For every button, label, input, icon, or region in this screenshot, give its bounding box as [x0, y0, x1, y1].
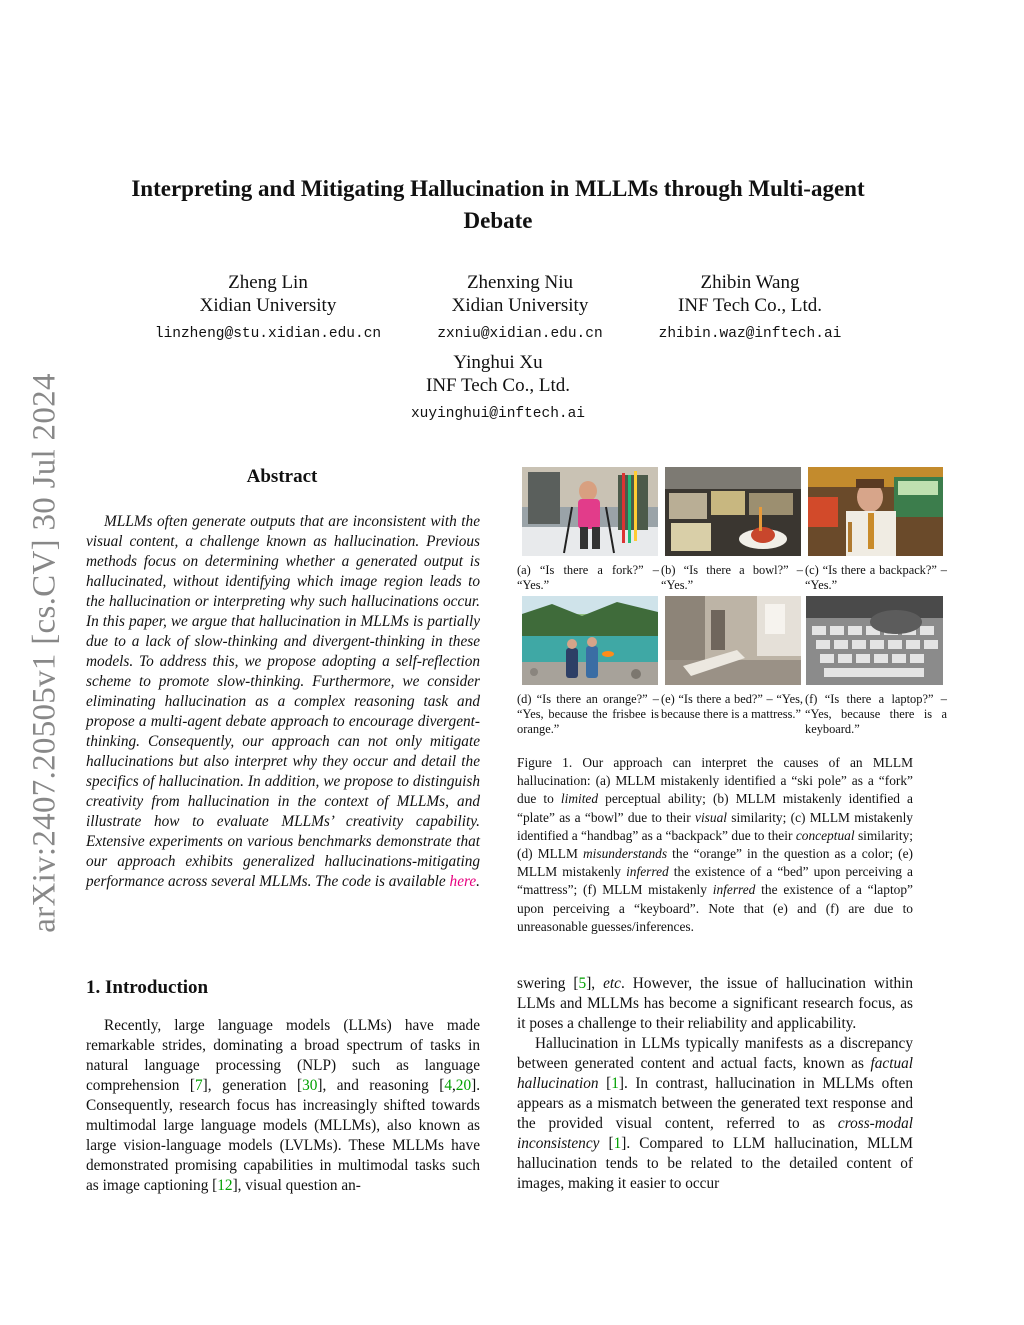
figure-subcaption-a: (a) “Is there a fork?” – “Yes.”: [517, 563, 659, 592]
text-run: ]. In contrast, hallucination in MLLMs often appears as a mismatch between the generated text response and the provided visual content, referred to as: [517, 1075, 913, 1132]
figure-subcaption-f: (f) “Is there a laptop?” – “Yes, because there is a keyboard.”: [805, 692, 947, 736]
text-run: Hallucination in LLMs typically manifests as a discrepancy between generated content and actual facts, known as: [517, 1035, 913, 1072]
author-name: Zhenxing Niu: [466, 272, 574, 293]
author-block: [610, 271, 890, 343]
figure-subcaption-c: (c) “Is there a backpack?” – “Yes.”: [805, 563, 947, 592]
section-heading-introduction: 1. Introduction: [86, 977, 209, 998]
intro-paragraph-1: [86, 1016, 480, 1196]
citation-link[interactable]: 12: [217, 1177, 233, 1194]
text-run: inferred: [712, 882, 756, 898]
citation-link[interactable]: 1: [611, 1075, 619, 1092]
text-run: Recently, large language models (LLMs) have made remarkable strides, dominating a broad spectrum of tasks in natural language processing (NLP) such as language comprehension [: [86, 1017, 480, 1094]
figure-subcaption-d: (d) “Is there an orange?” – “Yes, because the frisbee is orange.”: [517, 692, 659, 736]
code-link[interactable]: here: [449, 873, 477, 890]
abstract-end: .: [476, 873, 480, 890]
figure-image-mattress: [665, 596, 801, 685]
author-name: Yinghui Xu: [453, 352, 543, 373]
figure-image-man-handbag: [808, 467, 943, 556]
text-run: ]. Compared to LLM hallucination, MLLM hallucination tends to be related to the detailed content of images, making it easier to occur: [517, 1135, 913, 1192]
text-run: ], generation [: [202, 1077, 303, 1094]
citation-link[interactable]: 1: [613, 1135, 622, 1152]
text-run: conceptual: [795, 827, 855, 843]
figure-image-kitchen: [665, 467, 801, 556]
text-run: the existence of a “laptop” upon perceiving a “keyboard”. Note that (e) and (f) are due to unreasonable guesses/inferences.: [517, 882, 913, 934]
citation-link[interactable]: 7: [195, 1077, 203, 1094]
author-block: [128, 271, 408, 343]
author-affiliation: INF Tech Co., Ltd.: [678, 295, 822, 316]
text-run: [: [599, 1135, 614, 1152]
paper-title: Interpreting and Mitigating Hallucination in MLLMs through Multi-agent Debate: [131, 176, 865, 233]
text-run: inferred: [626, 864, 669, 880]
figure-subcaption-e: (e) “Is there a bed?” – “Yes, because there is a mattress.”: [661, 692, 803, 721]
figure-subcaption-b: (b) “Is there a bowl?” – “Yes.”: [661, 563, 803, 592]
abstract-text: MLLMs often generate outputs that are inconsistent with the visual content, a challenge known as hallucination. Previous methods focus on determining whether a generated output is hallucinated, without identifying which image region leads to the hallucination or interpreting why such hallucinations occur. In this paper, we argue that hallucination in MLLMs is partially due to a lack of slow-thinking and divergent-thinking in these models. To address this, we propose adopting a self-reflection scheme to promote slow-thinking. Furthermore, we consider eliminating hallucination as a complex reasoning task and propose a multi-agent debate approach to encourage divergent-thinking. Consequently, our approach can not only mitigate hallucinations but also interpret why they occur and detail the specifics of hallucination. In addition, we propose to distinguish creativity from hallucination in the context of MLLMs, and illustrate how to evaluate MLLMs’ creativity capability. Extensive experiments on various benchmarks demonstrate that our approach exhibits generalized hallucinations-mitigating performance across several MLLMs. The code is available: [86, 513, 480, 890]
intro-paragraph-3: [517, 1034, 913, 1194]
text-run: the existence of a “bed” upon perceiving a “mattress”; (f) MLLM mistakenly: [517, 864, 913, 898]
text-run: perceptual ability; (b) MLLM mistakenly identified a “plate” as a “bowl” due to their: [517, 791, 913, 825]
citation-link[interactable]: 4: [444, 1077, 452, 1094]
citation-link[interactable]: 5: [578, 975, 587, 992]
figure-image-keyboard: [806, 596, 943, 685]
author-affiliation: INF Tech Co., Ltd.: [426, 375, 570, 396]
intro-paragraph-2: [517, 974, 913, 1034]
text-run: the “orange” in the question as a color; (e) MLLM mistakenly: [517, 846, 914, 880]
arxiv-identifier: [22, 366, 68, 940]
author-email[interactable]: zhibin.waz@inftech.ai: [658, 326, 842, 342]
text-run: Figure 1. Our approach can interpret the causes of an MLLM hallucination: (a) MLLM mistakenly identified a “ski pole” as a “fork” due to: [517, 755, 913, 807]
author-name: Zheng Lin: [228, 272, 308, 293]
text-run: limited: [560, 791, 599, 807]
author-email[interactable]: xuyinghui@inftech.ai: [410, 406, 586, 422]
abstract-heading: Abstract: [246, 466, 318, 487]
citation-link[interactable]: 20: [455, 1077, 472, 1094]
author-name: Zhibin Wang: [700, 272, 800, 293]
author-affiliation: Xidian University: [199, 295, 337, 316]
text-run: swering [: [517, 975, 579, 992]
text-run: similarity; (c) MLLM mistakenly identified a “handbag” as a “backpack” due to their: [517, 809, 913, 843]
text-run: [: [598, 1075, 612, 1092]
text-run: similarity; (d) MLLM: [517, 827, 913, 862]
text-run: ],: [586, 975, 604, 992]
author-email[interactable]: linzheng@stu.xidian.edu.cn: [154, 326, 382, 342]
text-run: etc: [603, 975, 621, 992]
text-run: ,: [451, 1077, 456, 1094]
author-email[interactable]: zxniu@xidian.edu.cn: [437, 326, 603, 342]
text-run: factual hallucination: [517, 1055, 913, 1092]
abstract-body: [86, 512, 480, 892]
text-run: misunderstands: [583, 846, 668, 862]
author-block: [358, 351, 638, 423]
text-run: ]. Consequently, research focus has increasingly shifted towards multimodal large language models (MLLMs), also known as large vision-language models (LVLMs). These MLLMs have demonstrated promising capabilities in multimodal tasks such as image captioning [: [86, 1077, 481, 1194]
citation-link[interactable]: 30: [302, 1077, 318, 1094]
text-run: ], visual question an-: [232, 1177, 361, 1194]
figure-caption: [517, 754, 913, 936]
arxiv-identifier-text: arXiv:2407.20505v1 [cs.CV] 30 Jul 2024: [26, 373, 63, 933]
text-run: visual: [695, 809, 727, 825]
text-run: cross-modal inconsistency: [517, 1115, 913, 1152]
figure-image-ski: [522, 467, 658, 556]
text-run: . However, the issue of hallucination within LLMs and MLLMs has become a significant research focus, as it poses a challenge to their reliability and applicability.: [517, 975, 913, 1032]
text-run: ], and reasoning [: [317, 1077, 445, 1094]
author-affiliation: Xidian University: [451, 295, 589, 316]
figure-image-lake: [522, 596, 658, 685]
